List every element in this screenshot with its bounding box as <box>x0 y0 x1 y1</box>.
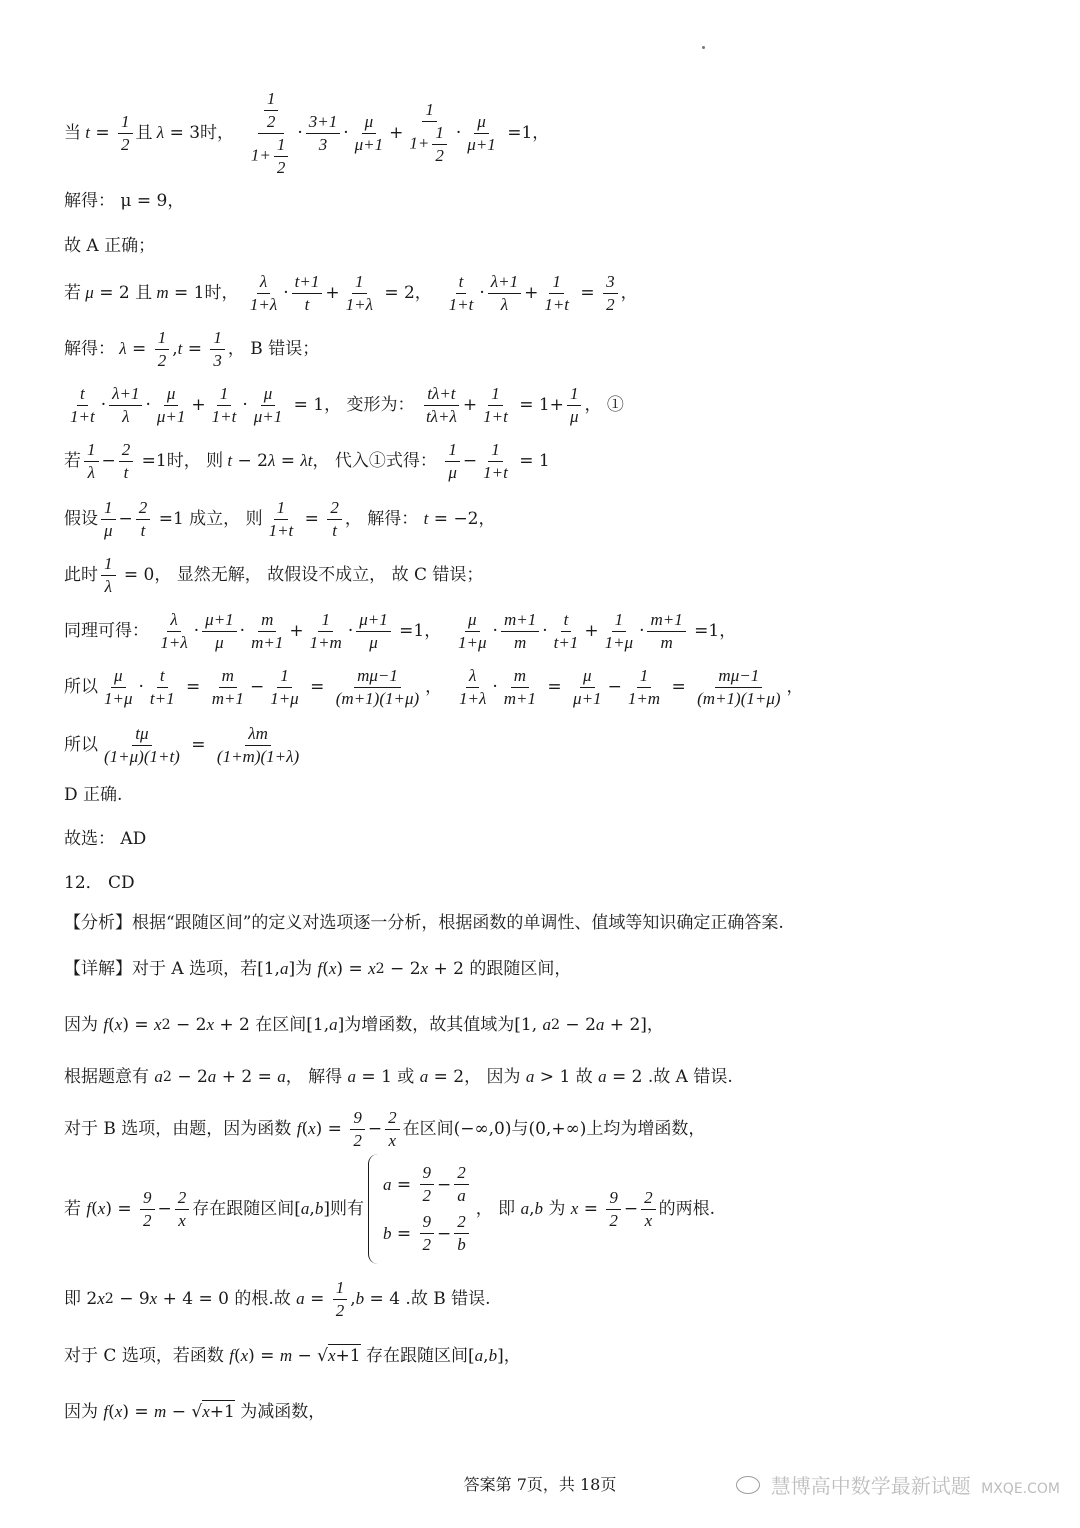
line-14: 故选： AD <box>64 829 147 849</box>
equation-system: a = $\frac{9}{2}$ − $\frac{2}{a}$ b = $\frac{9}{2}$ − $\frac{2}{b}$ <box>368 1154 472 1264</box>
line-19: 根据题意有 a 2 − 2 a + 2 = a ， 解得 a = 1 或 a = 2， 因为 a > 1 故 a = 2 .故 A 错误. <box>64 1067 733 1087</box>
line-18: 因为 f ( x ) = x 2 − 2 x + 2 在区间[1, a ]为增函数，故其值域为[1, a 2 − 2 a + 2]， <box>64 1015 664 1035</box>
line-8: 假设 $\frac{1}{\mu}$ − $\frac{2}{t}$ =1 成立， 则 $\frac{1}{1+t}$ = $\frac{2}{t}$ ， 解得： t = −2， <box>64 497 496 540</box>
line-23: 对于 C 选项，若函数 f ( x ) = m − √ x +1 存在跟随区间[ a , b ]， <box>64 1345 521 1366</box>
line-20: 对于 B 选项，由题，因为函数 f ( x ) = $\frac{9}{2}$ − $\frac{2}{x}$ 在区间(−∞,0)与(0,+∞)上均为增函数， <box>64 1107 706 1150</box>
watermark-site: MXQE.COM <box>981 1481 1060 1497</box>
line-1: 当 t = $\frac{1}{2}$ 且 λ = 3时， $\frac{1}{2}$ 1+ $\frac{1}{2}$ · $\frac{3+1}{3}$ · $\frac{\mu}{\mu+1}$ + 1 1+ $\frac{1}{2}$ · $\frac{\mu}{\mu+1}$ =1， <box>64 88 550 177</box>
brace-shape <box>368 1154 379 1264</box>
line-3: 故 A 正确； <box>64 236 156 256</box>
line-21: 若 f ( x ) = $\frac{9}{2}$ − $\frac{2}{x}$ 存在跟随区间[ a , b ]则有 a = $\frac{9}{2}$ − $\frac{2}{a}$ b = $\frac{9}{2}$ − $\frac{2}{b}$ ， 即 a , b 为 x = $\frac{9}{2}$ − $\frac{2}{x}$ 的两根. <box>64 1154 715 1264</box>
line-6: $\frac{t}{1+t}$ · $\frac{\lambda+1}{\lambda}$ · $\frac{\mu}{\mu+1}$ + $\frac{1}{1+t}$ · $\frac{\mu}{\mu+1}$ = 1， 变形为： $\frac{t\lambda+t}{t\lambda+\lambda}$ + $\frac{1}{1+t}$ = 1+ $\frac{1}{\mu}$ ， ① <box>70 383 624 426</box>
line-9: 此时 $\frac{1}{\lambda}$ = 0， 显然无解， 故假设不成立， 故 C 错误； <box>64 553 484 596</box>
watermark-text: 慧博高中数学最新试题 <box>770 1474 971 1498</box>
line-4: 若 μ = 2 且 m = 1时， $\frac{\lambda}{1+\lambda}$ · $\frac{t+1}{t}$ + $\frac{1}{1+\lambda}$ = 2， $\frac{t}{1+t}$ · $\frac{\lambda+1}{\lambda}$ + $\frac{1}{1+t}$ = $\frac{3}{2}$ ， <box>64 271 638 314</box>
page-footer: 答案第 7页，共 18页 <box>463 1475 617 1494</box>
wechat-icon <box>736 1476 760 1494</box>
line-15: 12． CD <box>64 873 135 893</box>
line-7: 若 $\frac{1}{\lambda}$ − $\frac{2}{t}$ =1时， 则 t − 2 λ = λt ， 代入①式得： $\frac{1}{\mu}$ − $\frac{1}{1+t}$ = 1 <box>64 439 550 482</box>
line-13: D 正确. <box>64 785 123 805</box>
line-11: 所以 $\frac{\mu}{1+\mu}$ · $\frac{t}{t+1}$ = $\frac{m}{m+1}$ − $\frac{1}{1+\mu}$ = $\frac{m\mu-1}{(m+1)(1+\mu)}$ ， $\frac{\lambda}{1+\lambda}$ · $\frac{m}{m+1}$ = $\frac{\mu}{\mu+1}$ − $\frac{1}{1+m}$ = $\frac{m\mu-1}{(m+1)(1+\mu)}$ ， <box>64 665 804 708</box>
page-mark <box>702 46 705 49</box>
line-2: 解得： μ = 9， <box>64 191 185 211</box>
line-17: 【详解】对于 A 选项，若[1, a ]为 f ( x ) = x 2 − 2 x + 2 的跟随区间， <box>64 959 572 979</box>
line-22: 即 2 x 2 − 9 x + 4 = 0 的根.故 a = $\frac{1}{2}$ , b = 4 .故 B 错误. <box>64 1277 491 1320</box>
line-24: 因为 f ( x ) = m − √ x +1 为减函数， <box>64 1401 326 1422</box>
line-10: 同理可得： $\frac{\lambda}{1+\lambda}$ · $\frac{\mu+1}{\mu}$ · $\frac{m}{m+1}$ + $\frac{1}{1+m}$ · $\frac{\mu+1}{\mu}$ =1， $\frac{\mu}{1+\mu}$ · $\frac{m+1}{m}$ · $\frac{t}{t+1}$ + $\frac{1}{1+\mu}$ · $\frac{m+1}{m}$ =1， <box>64 609 737 652</box>
line-12: 所以 $\frac{t\mu}{(1+\mu)(1+t)}$ = $\frac{\lambda m}{(1+m)(1+\lambda)}$ <box>64 723 300 766</box>
watermark <box>771 1470 1060 1499</box>
line-5: 解得： λ = $\frac{1}{2}$ , t = $\frac{1}{3}$ ， B 错误； <box>64 327 320 370</box>
line-16: 【分析】根据“跟随区间”的定义对选项逐一分析，根据函数的单调性、值域等知识确定正确答案. <box>64 913 784 933</box>
